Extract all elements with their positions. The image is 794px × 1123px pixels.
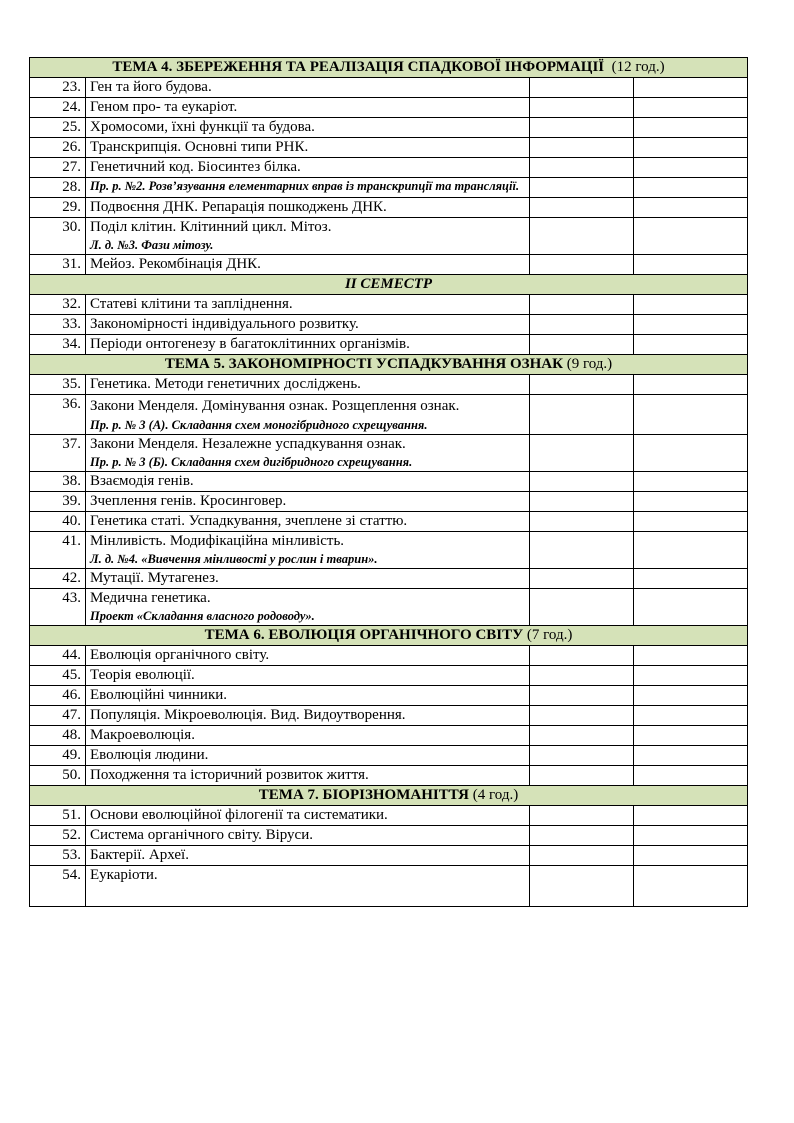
note-cell — [634, 198, 748, 218]
note-cell — [634, 78, 748, 98]
lesson-number: 54. — [30, 866, 86, 907]
note-cell — [634, 826, 748, 846]
lesson-topic: Макроеволюція. — [86, 726, 530, 746]
table-row — [30, 118, 748, 138]
lesson-number: 28. — [30, 178, 86, 198]
date-cell — [530, 726, 634, 746]
table-row — [30, 315, 748, 335]
table-row — [30, 472, 748, 492]
note-cell — [634, 666, 748, 686]
lesson-number: 37. — [30, 435, 86, 472]
section-header-topic-5 — [30, 355, 748, 375]
table-row — [30, 158, 748, 178]
date-cell — [530, 806, 634, 826]
lesson-topic: Транскрипція. Основні типи РНК. — [86, 138, 530, 158]
note-cell — [634, 158, 748, 178]
date-cell — [530, 532, 634, 569]
table-row — [30, 706, 748, 726]
table-row — [30, 646, 748, 666]
lesson-topic: Закони Менделя. Домінування ознак. Розщеплення ознак. Пр. р. № 3 (А). Складання схем моногібридного схрещування. — [86, 395, 530, 435]
section-hours: (9 год.) — [566, 356, 613, 372]
lesson-topic: Еволюція людини. — [86, 746, 530, 766]
date-cell — [530, 846, 634, 866]
lesson-topic: Закони Менделя. Незалежне успадкування ознак. Пр. р. № 3 (Б). Складання схем дигібридного схрещування. — [86, 435, 530, 472]
table-row — [30, 532, 748, 569]
lab-demo-note: Л. д. №4. «Вивчення мінливості у рослин і тварин». — [90, 552, 378, 566]
lesson-number: 46. — [30, 686, 86, 706]
date-cell — [530, 746, 634, 766]
lesson-topic: Поділ клітин. Клітинний цикл. Мітоз. Л. д. №3. Фази мітозу. — [86, 218, 530, 255]
table-row — [30, 686, 748, 706]
note-cell — [634, 315, 748, 335]
lesson-topic: Генетичний код. Біосинтез білка. — [86, 158, 530, 178]
table-row — [30, 178, 748, 198]
note-cell — [634, 746, 748, 766]
date-cell — [530, 78, 634, 98]
date-cell — [530, 395, 634, 435]
date-cell — [530, 315, 634, 335]
lesson-number: 29. — [30, 198, 86, 218]
date-cell — [530, 178, 634, 198]
lesson-topic: Еволюція органічного світу. — [86, 646, 530, 666]
note-cell — [634, 512, 748, 532]
table-row — [30, 375, 748, 395]
section-hours: (7 год.) — [526, 627, 573, 643]
lesson-topic: Система органічного світу. Віруси. — [86, 826, 530, 846]
date-cell — [530, 766, 634, 786]
date-cell — [530, 158, 634, 178]
note-cell — [634, 435, 748, 472]
table-row — [30, 806, 748, 826]
note-cell — [634, 118, 748, 138]
lesson-topic — [86, 178, 530, 198]
note-cell — [634, 492, 748, 512]
note-cell — [634, 178, 748, 198]
section-title: ТЕМА 5. ЗАКОНОМІРНОСТІ УСПАДКУВАННЯ ОЗНАК — [164, 356, 563, 372]
lesson-topic: Взаємодія генів. — [86, 472, 530, 492]
date-cell — [530, 589, 634, 626]
note-cell — [634, 846, 748, 866]
lesson-topic: Подвоєння ДНК. Репарація пошкоджень ДНК. — [86, 198, 530, 218]
lesson-topic: Популяція. Мікроеволюція. Вид. Видоутворення. — [86, 706, 530, 726]
practical-work-note: Пр. р. № 3 (Б). Складання схем дигібридного схрещування. — [90, 455, 413, 469]
date-cell — [530, 826, 634, 846]
note-cell — [634, 375, 748, 395]
table-row — [30, 395, 748, 435]
lab-demo-note: Л. д. №3. Фази мітозу. — [90, 238, 214, 252]
table-row — [30, 218, 748, 255]
semester-header — [30, 275, 748, 295]
lesson-number: 49. — [30, 746, 86, 766]
lesson-number: 45. — [30, 666, 86, 686]
lesson-number: 27. — [30, 158, 86, 178]
lesson-number: 50. — [30, 766, 86, 786]
table-row — [30, 766, 748, 786]
note-cell — [634, 218, 748, 255]
lesson-topic: Мейоз. Рекомбінація ДНК. — [86, 255, 530, 275]
lesson-topic: Генетика статі. Успадкування, зчеплене зі статтю. — [86, 512, 530, 532]
note-cell — [634, 806, 748, 826]
note-cell — [634, 726, 748, 746]
section-title: ТЕМА 6. ЕВОЛЮЦІЯ ОРГАНІЧНОГО СВІТУ — [204, 627, 524, 643]
lesson-number: 41. — [30, 532, 86, 569]
lesson-topic: Генетика. Методи генетичних досліджень. — [86, 375, 530, 395]
table-row — [30, 295, 748, 315]
lesson-number: 25. — [30, 118, 86, 138]
table-row — [30, 666, 748, 686]
project-note: Проект «Складання власного родоводу». — [90, 609, 315, 623]
date-cell — [530, 472, 634, 492]
table-row — [30, 435, 748, 472]
lesson-number: 53. — [30, 846, 86, 866]
note-cell — [634, 395, 748, 435]
note-cell — [634, 335, 748, 355]
note-cell — [634, 138, 748, 158]
note-cell — [634, 295, 748, 315]
lesson-topic: Хромосоми, їхні функції та будова. — [86, 118, 530, 138]
section-header-topic-6 — [30, 626, 748, 646]
lesson-number: 48. — [30, 726, 86, 746]
lesson-topic: Геном про- та еукаріот. — [86, 98, 530, 118]
lesson-topic: Періоди онтогенезу в багатоклітинних організмів. — [86, 335, 530, 355]
section-hours: (4 год.) — [472, 787, 519, 803]
lesson-number: 44. — [30, 646, 86, 666]
table-row — [30, 138, 748, 158]
date-cell — [530, 646, 634, 666]
date-cell — [530, 435, 634, 472]
table-row — [30, 726, 748, 746]
lesson-topic: Ген та його будова. — [86, 78, 530, 98]
table-row — [30, 826, 748, 846]
date-cell — [530, 569, 634, 589]
note-cell — [634, 472, 748, 492]
section-header-topic-4 — [30, 58, 748, 78]
note-cell — [634, 589, 748, 626]
table-row — [30, 492, 748, 512]
lesson-number: 33. — [30, 315, 86, 335]
date-cell — [530, 98, 634, 118]
note-cell — [634, 646, 748, 666]
section-header-topic-7 — [30, 786, 748, 806]
date-cell — [530, 492, 634, 512]
table-row — [30, 335, 748, 355]
date-cell — [530, 138, 634, 158]
lesson-number: 30. — [30, 218, 86, 255]
table-row — [30, 866, 748, 907]
note-cell — [634, 98, 748, 118]
section-title: ТЕМА 4. ЗБЕРЕЖЕННЯ ТА РЕАЛІЗАЦІЯ СПАДКОВОЇ ІНФОРМАЦІЇ — [112, 59, 605, 75]
lesson-topic: Мінливість. Модифікаційна мінливість. Л. д. №4. «Вивчення мінливості у рослин і тварин». — [86, 532, 530, 569]
table-row — [30, 846, 748, 866]
note-cell — [634, 866, 748, 907]
lesson-topic: Бактерії. Археї. — [86, 846, 530, 866]
lesson-topic: Статеві клітини та запліднення. — [86, 295, 530, 315]
lesson-number: 31. — [30, 255, 86, 275]
note-cell — [634, 686, 748, 706]
lesson-number: 36. — [30, 395, 86, 435]
lesson-number: 52. — [30, 826, 86, 846]
curriculum-table — [29, 57, 748, 907]
table-row — [30, 255, 748, 275]
table-row — [30, 198, 748, 218]
lesson-number: 51. — [30, 806, 86, 826]
lesson-number: 42. — [30, 569, 86, 589]
lesson-topic: Медична генетика. Проект «Складання власного родоводу». — [86, 589, 530, 626]
table-row — [30, 746, 748, 766]
practical-work-note: Пр. р. № 3 (А). Складання схем моногібридного схрещування. — [90, 418, 428, 432]
lesson-number: 23. — [30, 78, 86, 98]
date-cell — [530, 198, 634, 218]
lesson-number: 35. — [30, 375, 86, 395]
lesson-topic: Мутації. Мутагенез. — [86, 569, 530, 589]
table-row — [30, 569, 748, 589]
lesson-topic: Зчеплення генів. Кросинговер. — [86, 492, 530, 512]
date-cell — [530, 375, 634, 395]
note-cell — [634, 706, 748, 726]
date-cell — [530, 295, 634, 315]
date-cell — [530, 218, 634, 255]
note-cell — [634, 532, 748, 569]
section-hours: (12 год.) — [611, 59, 665, 75]
lesson-number: 43. — [30, 589, 86, 626]
lesson-topic: Основи еволюційної філогенії та систематики. — [86, 806, 530, 826]
date-cell — [530, 512, 634, 532]
lesson-number: 47. — [30, 706, 86, 726]
section-title: ТЕМА 7. БІОРІЗНОМАНІТТЯ — [258, 787, 469, 803]
semester-title: II СЕМЕСТР — [344, 276, 433, 292]
note-cell — [634, 766, 748, 786]
table-row — [30, 589, 748, 626]
lesson-topic: Теорія еволюції. — [86, 666, 530, 686]
lesson-number: 39. — [30, 492, 86, 512]
lesson-topic: Закономірності індивідуального розвитку. — [86, 315, 530, 335]
lesson-topic: Еволюційні чинники. — [86, 686, 530, 706]
practical-work-note: Пр. р. №2. Розв’язування елементарних вправ із транскрипції та трансляції. — [90, 179, 520, 193]
note-cell — [634, 255, 748, 275]
lesson-number: 38. — [30, 472, 86, 492]
lesson-number: 26. — [30, 138, 86, 158]
lesson-number: 34. — [30, 335, 86, 355]
note-cell — [634, 569, 748, 589]
table-row — [30, 512, 748, 532]
table-row — [30, 98, 748, 118]
date-cell — [530, 866, 634, 907]
date-cell — [530, 686, 634, 706]
lesson-topic: Походження та історичний розвиток життя. — [86, 766, 530, 786]
lesson-number: 40. — [30, 512, 86, 532]
table-row — [30, 78, 748, 98]
date-cell — [530, 255, 634, 275]
date-cell — [530, 118, 634, 138]
date-cell — [530, 706, 634, 726]
lesson-number: 24. — [30, 98, 86, 118]
lesson-topic: Еукаріоти. — [86, 866, 530, 907]
lesson-number: 32. — [30, 295, 86, 315]
date-cell — [530, 335, 634, 355]
date-cell — [530, 666, 634, 686]
